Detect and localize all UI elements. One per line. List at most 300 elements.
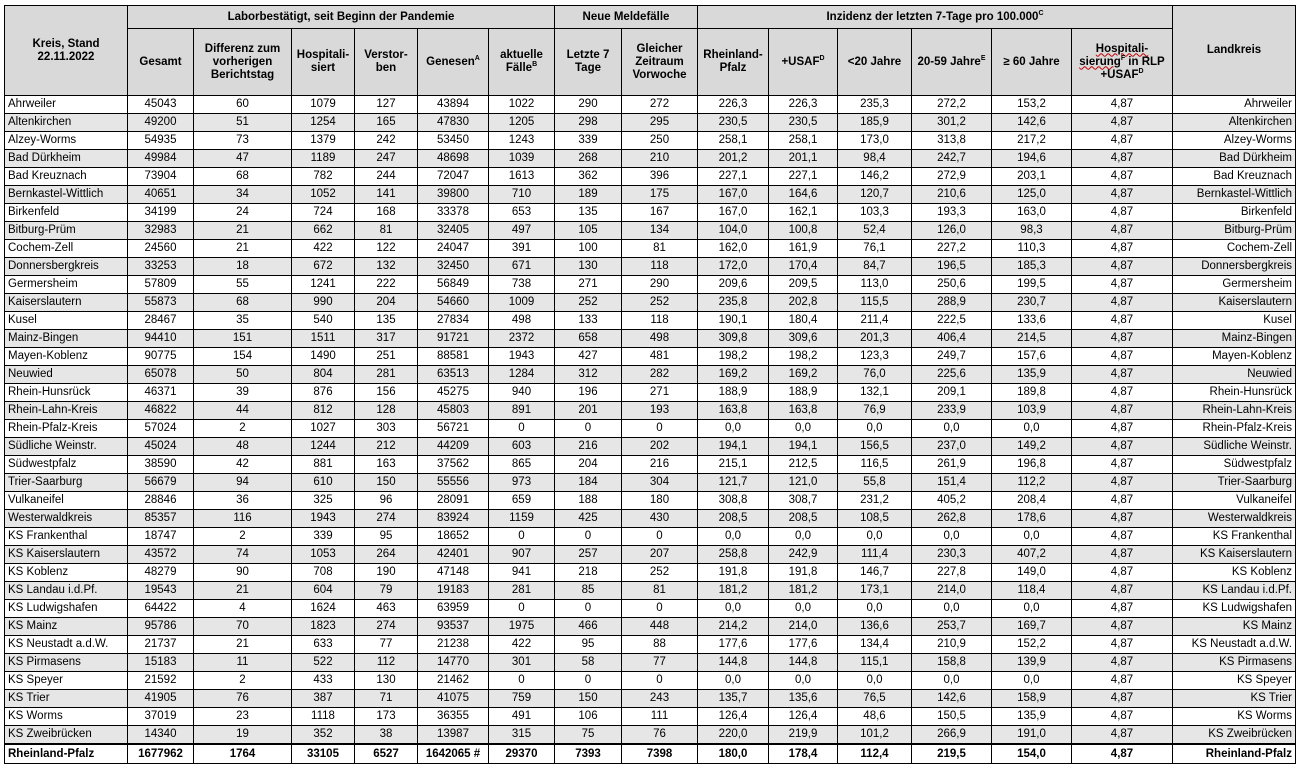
cell-letzte-7-tage: 150 [555,690,622,708]
cell-hospitalisierung: 4,87 [1072,96,1173,114]
cell-inzidenz-60-plus: 154,0 [992,744,1072,764]
cell-differenz: 44 [194,402,292,420]
cell-inzidenz-20-59: 405,2 [912,492,992,510]
col-header-20-59: 20-59 Jahre$^E$ [912,29,992,96]
cell-verstorben: 212 [355,438,418,456]
cell-inzidenz-usaf: 0,0 [769,600,838,618]
cell-inzidenz-rlp: 214,2 [698,618,769,636]
cell-letzte-7-tage: 339 [555,132,622,150]
cell-inzidenz-20-59: 272,2 [912,96,992,114]
cell-inzidenz-under-20: 112,4 [838,744,912,764]
cell-inzidenz-under-20: 231,2 [838,492,912,510]
cell-aktuelle-faelle: 1943 [489,348,555,366]
cell-vorwoche: 193 [622,402,698,420]
cell-differenz: 1764 [194,744,292,764]
cell-aktuelle-faelle: 653 [489,204,555,222]
cell-verstorben: 274 [355,618,418,636]
col-header-vorwoche: Gleicher Zeitraum Vorwoche [622,29,698,96]
cell-verstorben: 127 [355,96,418,114]
table-row [5,726,1296,745]
cell-genesen: 53450 [418,132,489,150]
cell-hospitalisiert: 540 [292,312,355,330]
cell-aktuelle-faelle: 0 [489,420,555,438]
cell-inzidenz-60-plus: 152,2 [992,636,1072,654]
table-row [5,438,1296,456]
cell-inzidenz-20-59: 266,9 [912,726,992,745]
cell-kreis: Donnersbergkreis [5,258,128,276]
cell-inzidenz-20-59: 225,6 [912,366,992,384]
cell-gesamt: 54935 [128,132,194,150]
cell-differenz: 21 [194,582,292,600]
cell-inzidenz-20-59: 288,9 [912,294,992,312]
cell-inzidenz-under-20: 185,9 [838,114,912,132]
cell-inzidenz-under-20: 136,6 [838,618,912,636]
cell-inzidenz-20-59: 233,9 [912,402,992,420]
cell-verstorben: 95 [355,528,418,546]
cell-inzidenz-20-59: 209,1 [912,384,992,402]
cell-kreis: Mayen-Koblenz [5,348,128,366]
cell-gesamt: 85357 [128,510,194,528]
table-row [5,600,1296,618]
cell-genesen: 14770 [418,654,489,672]
cell-hospitalisierung: 4,87 [1072,474,1173,492]
cell-vorwoche: 134 [622,222,698,240]
cell-aktuelle-faelle: 2372 [489,330,555,348]
cell-inzidenz-20-59: 253,7 [912,618,992,636]
cell-hospitalisiert: 1490 [292,348,355,366]
cell-aktuelle-faelle: 0 [489,528,555,546]
cell-gesamt: 90775 [128,348,194,366]
col-header-usaf: $+USAF^D$ [769,29,838,96]
cell-genesen: 43894 [418,96,489,114]
cell-gesamt: 21592 [128,672,194,690]
cell-verstorben: 163 [355,456,418,474]
cell-landkreis: Vulkaneifel [1173,492,1296,510]
inz-group-header: Inzidenz der letzten 7-Tage pro $100.000^C$ [698,6,1173,29]
cell-hospitalisierung: 4,87 [1072,510,1173,528]
cell-letzte-7-tage: 427 [555,348,622,366]
cell-inzidenz-rlp: 169,2 [698,366,769,384]
cell-inzidenz-usaf: 227,1 [769,168,838,186]
cell-kreis: Bad Dürkheim [5,150,128,168]
cell-vorwoche: 304 [622,474,698,492]
cell-hospitalisierung: 4,87 [1072,294,1173,312]
cell-inzidenz-under-20: 120,7 [838,186,912,204]
cell-verstorben: 274 [355,510,418,528]
cell-inzidenz-under-20: 55,8 [838,474,912,492]
cell-hospitalisiert: 672 [292,258,355,276]
cell-genesen: 21238 [418,636,489,654]
table-row [5,348,1296,366]
cell-inzidenz-60-plus: 118,4 [992,582,1072,600]
cell-inzidenz-20-59: 250,6 [912,276,992,294]
cell-aktuelle-faelle: 759 [489,690,555,708]
cell-letzte-7-tage: 252 [555,294,622,312]
cell-hospitalisierung: 4,87 [1072,186,1173,204]
cell-landkreis: Cochem-Zell [1173,240,1296,258]
cell-inzidenz-under-20: 113,0 [838,276,912,294]
cell-gesamt: 95786 [128,618,194,636]
cell-inzidenz-rlp: 230,5 [698,114,769,132]
cell-hospitalisiert: 339 [292,528,355,546]
table-row [5,186,1296,204]
cell-genesen: 32450 [418,258,489,276]
cell-genesen: 13987 [418,726,489,745]
cell-vorwoche: 180 [622,492,698,510]
cell-letzte-7-tage: 130 [555,258,622,276]
cell-genesen: 28091 [418,492,489,510]
cell-letzte-7-tage: 135 [555,204,622,222]
cell-inzidenz-usaf: 201,1 [769,150,838,168]
table-row [5,96,1296,114]
cell-inzidenz-under-20: 0,0 [838,672,912,690]
cell-inzidenz-60-plus: 0,0 [992,528,1072,546]
cell-inzidenz-60-plus: 98,3 [992,222,1072,240]
cell-differenz: 2 [194,672,292,690]
cell-genesen: 91721 [418,330,489,348]
cell-aktuelle-faelle: 710 [489,186,555,204]
cell-landkreis: KS Mainz [1173,618,1296,636]
table-row [5,150,1296,168]
cell-inzidenz-usaf: 178,4 [769,744,838,764]
cell-inzidenz-20-59: 126,0 [912,222,992,240]
cell-landkreis: Rhein-Hunsrück [1173,384,1296,402]
cell-inzidenz-60-plus: 208,4 [992,492,1072,510]
cell-gesamt: 45043 [128,96,194,114]
cell-letzte-7-tage: 658 [555,330,622,348]
cell-inzidenz-20-59: 242,7 [912,150,992,168]
cell-kreis: Westerwaldkreis [5,510,128,528]
cell-letzte-7-tage: 7393 [555,744,622,764]
cell-inzidenz-20-59: 210,6 [912,186,992,204]
cell-verstorben: 242 [355,132,418,150]
cell-verstorben: 264 [355,546,418,564]
cell-gesamt: 32983 [128,222,194,240]
cell-aktuelle-faelle: 738 [489,276,555,294]
cell-vorwoche: 396 [622,168,698,186]
cell-genesen: 45803 [418,402,489,420]
cell-kreis: KS Speyer [5,672,128,690]
cell-differenz: 21 [194,240,292,258]
cell-differenz: 39 [194,384,292,402]
cell-hospitalisierung: 4,87 [1072,438,1173,456]
table-row [5,708,1296,726]
cell-inzidenz-rlp: 163,8 [698,402,769,420]
cell-inzidenz-60-plus: 133,6 [992,312,1072,330]
cell-aktuelle-faelle: 659 [489,492,555,510]
cell-differenz: 73 [194,132,292,150]
cell-differenz: 34 [194,186,292,204]
cell-inzidenz-usaf: 170,4 [769,258,838,276]
cell-vorwoche: 243 [622,690,698,708]
cell-inzidenz-under-20: 132,1 [838,384,912,402]
cell-verstorben: 244 [355,168,418,186]
cell-genesen: 83924 [418,510,489,528]
col-header-aktuelle-faelle: aktuelle Fälle$^B$ [489,29,555,96]
cell-inzidenz-usaf: 242,9 [769,546,838,564]
cell-inzidenz-60-plus: 217,2 [992,132,1072,150]
cell-inzidenz-under-20: 115,1 [838,654,912,672]
cell-inzidenz-under-20: 116,5 [838,456,912,474]
cell-inzidenz-under-20: 76,9 [838,402,912,420]
table-row [5,636,1296,654]
cell-hospitalisierung: 4,87 [1072,456,1173,474]
cell-inzidenz-under-20: 173,1 [838,582,912,600]
cell-hospitalisiert: 1511 [292,330,355,348]
cell-inzidenz-60-plus: 199,5 [992,276,1072,294]
cell-inzidenz-rlp: 309,8 [698,330,769,348]
cell-hospitalisierung: 4,87 [1072,348,1173,366]
cell-letzte-7-tage: 188 [555,492,622,510]
cell-inzidenz-usaf: 191,8 [769,564,838,582]
table-row [5,294,1296,312]
cell-verstorben: 303 [355,420,418,438]
cell-aktuelle-faelle: 603 [489,438,555,456]
cell-inzidenz-under-20: 211,4 [838,312,912,330]
cell-letzte-7-tage: 218 [555,564,622,582]
cell-kreis: KS Trier [5,690,128,708]
cell-verstorben: 38 [355,726,418,745]
cell-letzte-7-tage: 196 [555,384,622,402]
cell-letzte-7-tage: 257 [555,546,622,564]
cell-inzidenz-usaf: 144,8 [769,654,838,672]
cell-inzidenz-20-59: 151,4 [912,474,992,492]
cell-landkreis: KS Speyer [1173,672,1296,690]
cell-inzidenz-under-20: 108,5 [838,510,912,528]
cell-aktuelle-faelle: 0 [489,600,555,618]
cell-inzidenz-60-plus: 163,0 [992,204,1072,222]
cell-gesamt: 19543 [128,582,194,600]
cell-hospitalisierung: 4,87 [1072,204,1173,222]
cell-aktuelle-faelle: 907 [489,546,555,564]
table-row [5,312,1296,330]
cell-gesamt: 37019 [128,708,194,726]
cell-inzidenz-under-20: 76,0 [838,366,912,384]
cell-inzidenz-usaf: 198,2 [769,348,838,366]
cell-inzidenz-usaf: 181,2 [769,582,838,600]
cell-inzidenz-under-20: 173,0 [838,132,912,150]
cell-letzte-7-tage: 0 [555,528,622,546]
cell-differenz: 60 [194,96,292,114]
cell-hospitalisiert: 1823 [292,618,355,636]
cell-landkreis: Bad Kreuznach [1173,168,1296,186]
cell-hospitalisierung: 4,87 [1072,276,1173,294]
cell-differenz: 90 [194,564,292,582]
table-row [5,420,1296,438]
cell-inzidenz-usaf: 208,5 [769,510,838,528]
cell-vorwoche: 7398 [622,744,698,764]
cell-genesen: 42401 [418,546,489,564]
cell-hospitalisiert: 387 [292,690,355,708]
cell-hospitalisiert: 1244 [292,438,355,456]
cell-inzidenz-60-plus: 169,7 [992,618,1072,636]
cell-inzidenz-20-59: 406,4 [912,330,992,348]
cell-hospitalisierung: 4,87 [1072,366,1173,384]
cell-inzidenz-usaf: 212,5 [769,456,838,474]
cell-vorwoche: 252 [622,564,698,582]
cell-kreis: Rhein-Pfalz-Kreis [5,420,128,438]
cell-genesen: 88581 [418,348,489,366]
cell-inzidenz-20-59: 227,8 [912,564,992,582]
cell-inzidenz-20-59: 0,0 [912,528,992,546]
cell-genesen: 18652 [418,528,489,546]
cell-hospitalisiert: 812 [292,402,355,420]
cell-landkreis: Rheinland-Pfalz [1173,744,1296,764]
cell-inzidenz-60-plus: 203,1 [992,168,1072,186]
cell-kreis: Altenkirchen [5,114,128,132]
cell-verstorben: 190 [355,564,418,582]
cell-inzidenz-60-plus: 142,6 [992,114,1072,132]
cell-letzte-7-tage: 95 [555,636,622,654]
cell-landkreis: Birkenfeld [1173,204,1296,222]
cell-letzte-7-tage: 298 [555,114,622,132]
col-header-differenz: Differenz zum vorherigen Berichtstag [194,29,292,96]
cell-gesamt: 14340 [128,726,194,745]
cell-hospitalisierung: 4,87 [1072,402,1173,420]
cell-kreis: KS Kaiserslautern [5,546,128,564]
cell-landkreis: KS Kaiserslautern [1173,546,1296,564]
cell-gesamt: 21737 [128,636,194,654]
cell-vorwoche: 0 [622,528,698,546]
cell-differenz: 21 [194,222,292,240]
col-header-hospitalisiert: Hospitali-siert [292,29,355,96]
cell-verstorben: 132 [355,258,418,276]
cell-gesamt: 94410 [128,330,194,348]
cell-inzidenz-rlp: 235,8 [698,294,769,312]
cell-inzidenz-under-20: 48,6 [838,708,912,726]
cell-inzidenz-rlp: 227,1 [698,168,769,186]
cell-landkreis: Neuwied [1173,366,1296,384]
cell-aktuelle-faelle: 1284 [489,366,555,384]
cell-landkreis: Südwestpfalz [1173,456,1296,474]
cell-hospitalisierung: 4,87 [1072,528,1173,546]
cell-inzidenz-20-59: 193,3 [912,204,992,222]
cell-gesamt: 56679 [128,474,194,492]
cell-inzidenz-rlp: 188,9 [698,384,769,402]
cell-genesen: 32405 [418,222,489,240]
cell-verstorben: 135 [355,312,418,330]
cell-inzidenz-rlp: 201,2 [698,150,769,168]
cell-letzte-7-tage: 133 [555,312,622,330]
cell-inzidenz-usaf: 230,5 [769,114,838,132]
cell-verstorben: 6527 [355,744,418,764]
cell-inzidenz-rlp: 0,0 [698,420,769,438]
cell-vorwoche: 77 [622,654,698,672]
cell-differenz: 21 [194,636,292,654]
cell-hospitalisiert: 422 [292,240,355,258]
table-header [5,6,1296,96]
cell-inzidenz-rlp: 208,5 [698,510,769,528]
cell-letzte-7-tage: 85 [555,582,622,600]
cell-genesen: 36355 [418,708,489,726]
cell-hospitalisiert: 881 [292,456,355,474]
cell-landkreis: Rhein-Pfalz-Kreis [1173,420,1296,438]
table-row [5,528,1296,546]
cell-genesen: 24047 [418,240,489,258]
cell-inzidenz-20-59: 230,3 [912,546,992,564]
total-row [5,744,1296,764]
cell-kreis: Vulkaneifel [5,492,128,510]
cell-genesen: 63959 [418,600,489,618]
cell-kreis: Ahrweiler [5,96,128,114]
cell-vorwoche: 448 [622,618,698,636]
cell-differenz: 76 [194,690,292,708]
cell-inzidenz-usaf: 226,3 [769,96,838,114]
cell-hospitalisierung: 4,87 [1072,168,1173,186]
table-row [5,546,1296,564]
cell-aktuelle-faelle: 1205 [489,114,555,132]
cell-hospitalisiert: 325 [292,492,355,510]
cell-hospitalisiert: 522 [292,654,355,672]
cell-inzidenz-usaf: 209,5 [769,276,838,294]
cell-inzidenz-under-20: 115,5 [838,294,912,312]
cell-kreis: KS Worms [5,708,128,726]
cell-hospitalisiert: 1118 [292,708,355,726]
cell-inzidenz-rlp: 220,0 [698,726,769,745]
cell-kreis: KS Frankenthal [5,528,128,546]
table-row [5,564,1296,582]
cell-inzidenz-rlp: 209,6 [698,276,769,294]
cell-inzidenz-usaf: 309,6 [769,330,838,348]
table-row [5,402,1296,420]
cell-differenz: 68 [194,294,292,312]
cell-vorwoche: 290 [622,276,698,294]
cell-kreis: Kaiserslautern [5,294,128,312]
cell-verstorben: 128 [355,402,418,420]
cell-vorwoche: 175 [622,186,698,204]
cell-letzte-7-tage: 271 [555,276,622,294]
cell-differenz: 51 [194,114,292,132]
table-row [5,672,1296,690]
cell-landkreis: Trier-Saarburg [1173,474,1296,492]
cell-genesen: 37562 [418,456,489,474]
table-row [5,456,1296,474]
cell-gesamt: 1677962 [128,744,194,764]
cell-letzte-7-tage: 58 [555,654,622,672]
cell-genesen: 55556 [418,474,489,492]
cell-inzidenz-60-plus: 185,3 [992,258,1072,276]
cell-verstorben: 156 [355,384,418,402]
cell-aktuelle-faelle: 281 [489,582,555,600]
cell-letzte-7-tage: 75 [555,726,622,745]
cell-hospitalisierung: 4,87 [1072,222,1173,240]
cell-inzidenz-rlp: 180,0 [698,744,769,764]
cell-verstorben: 141 [355,186,418,204]
cell-vorwoche: 81 [622,582,698,600]
cell-gesamt: 33253 [128,258,194,276]
cell-hospitalisierung: 4,87 [1072,150,1173,168]
cell-verstorben: 81 [355,222,418,240]
neu-group-header: Neue Meldefälle [555,6,698,29]
cell-inzidenz-rlp: 194,1 [698,438,769,456]
cell-inzidenz-under-20: 146,7 [838,564,912,582]
cell-verstorben: 165 [355,114,418,132]
cell-aktuelle-faelle: 497 [489,222,555,240]
cell-inzidenz-rlp: 135,7 [698,690,769,708]
cell-landkreis: KS Neustadt a.d.W. [1173,636,1296,654]
cell-inzidenz-usaf: 219,9 [769,726,838,745]
cell-gesamt: 55873 [128,294,194,312]
cell-inzidenz-60-plus: 230,7 [992,294,1072,312]
cell-landkreis: KS Pirmasens [1173,654,1296,672]
table-row [5,384,1296,402]
cell-inzidenz-usaf: 194,1 [769,438,838,456]
cell-verstorben: 168 [355,204,418,222]
col-header-under-20: <20 Jahre [838,29,912,96]
cell-hospitalisiert: 876 [292,384,355,402]
cell-genesen: 48698 [418,150,489,168]
cell-hospitalisiert: 708 [292,564,355,582]
